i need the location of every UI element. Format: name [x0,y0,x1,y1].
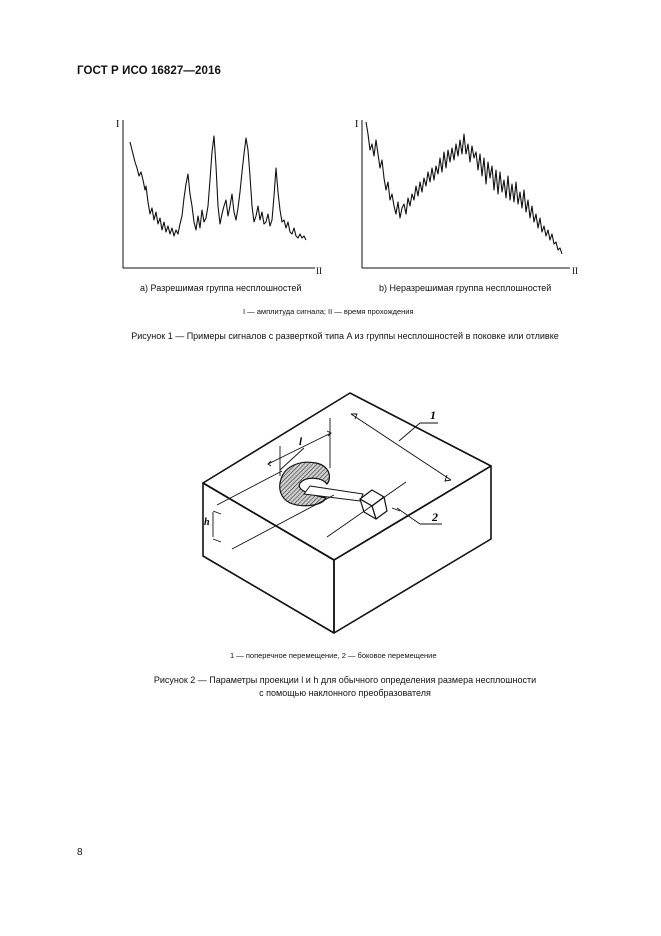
panel-a-signal-trace [130,136,306,240]
figure2-legend: 1 — поперечное перемещение, 2 — боковое перемещение [230,651,437,660]
figure2-diagram [180,370,520,640]
panel-b-plot [355,119,578,276]
panel-a-plot [116,119,322,276]
figure1-title: Рисунок 1 — Примеры сигналов с разверткой типа A из группы несплошностей в поковке или отливке [131,331,559,341]
document-header: ГОСТ Р ИСО 16827—2016 [77,65,222,77]
panel-a-y-label: I [116,119,120,130]
panel-b-y-label: I [355,119,359,130]
figure2-title-line2: с помощью наклонного преобразователя [259,688,431,698]
page-number: 8 [77,847,83,858]
panel-b-signal-trace [366,122,562,254]
dimension-lines [213,414,451,549]
block-right-face [334,466,491,633]
callout-2-label: 2 [432,510,438,524]
dimension-h-label: h [204,517,210,528]
figure1-signals [100,110,590,280]
dimension-l-label: l [299,436,303,448]
block-outline [203,393,491,633]
flaw-area [280,462,330,505]
callout-1-label: 1 [430,408,436,422]
panel-b-caption: b) Неразрешимая группа несплошностей [379,283,552,293]
panel-a-x-label: II [316,266,322,276]
block-top-face [203,393,491,560]
callout-2 [397,508,442,524]
figure1-legend: I — амплитуда сигнала; II — время прохождения [243,307,414,316]
panel-b-x-label: II [572,266,578,276]
figure2-title-line1: Рисунок 2 — Параметры проекции l и h для обычного определения размера несплошности [153,675,537,685]
panel-a-caption: a) Разрешимая группа несплошностей [140,283,302,293]
